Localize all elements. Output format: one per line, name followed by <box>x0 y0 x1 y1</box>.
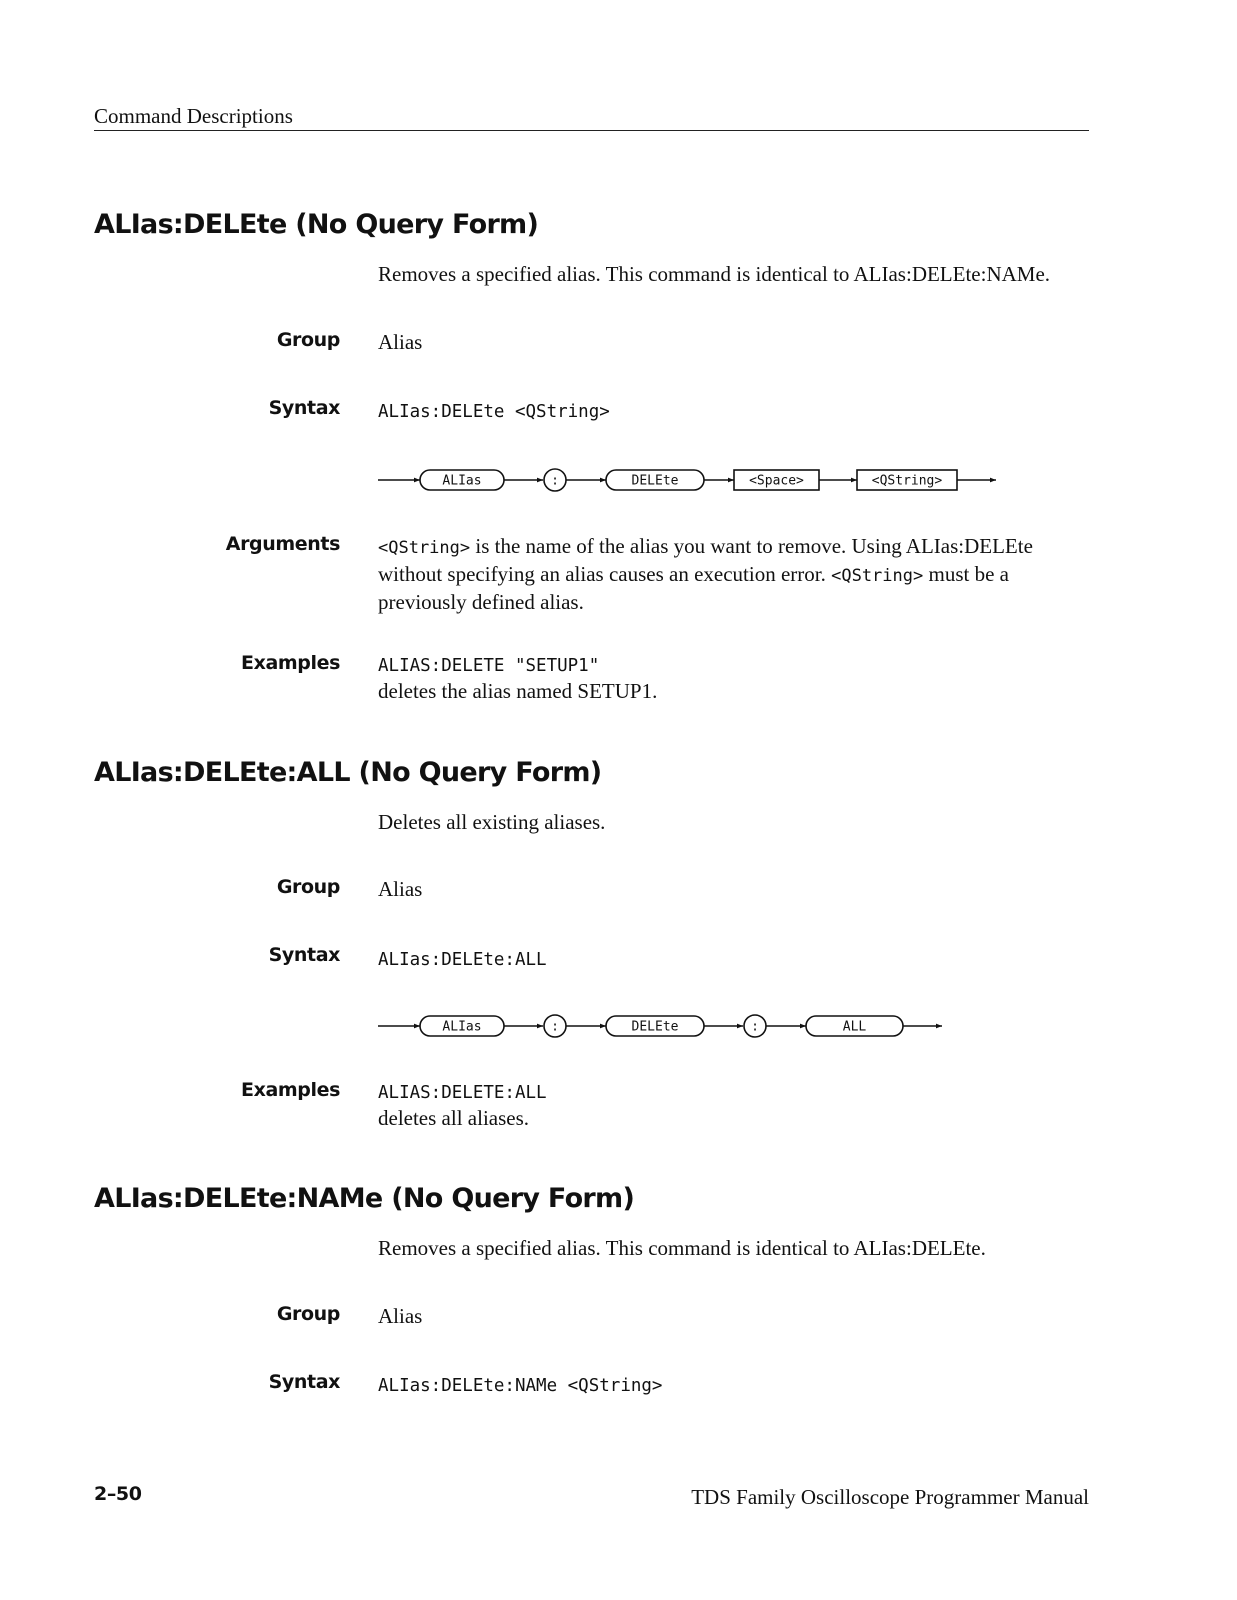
syntax-diagram <box>370 1010 1010 1044</box>
example-description: deletes the alias named SETUP1. <box>378 679 658 703</box>
group-label: Group <box>276 1303 340 1325</box>
argument-text: must be a previously defined alias. <box>378 562 1009 614</box>
section-description: Removes a specified alias. This command is identical to ALIas:DELEte. <box>378 1236 986 1260</box>
syntax-code: ALIas:DELEte:NAMe <QString> <box>378 1376 663 1396</box>
syntax-label: Syntax <box>268 944 340 966</box>
argument-text: is the name of the alias you want to remove. Using ALIas:DELEte without specifying an alias causes an execution error. <box>378 534 1033 586</box>
page-number: 2–50 <box>94 1483 142 1505</box>
group-value: Alias <box>378 1304 423 1328</box>
argument-token: <QString> <box>378 538 471 558</box>
example-code: ALIAS:DELETE:ALL <box>378 1083 547 1103</box>
example-code: ALIAS:DELETE "SETUP1" <box>378 656 600 676</box>
diagram-label: : <box>551 1019 559 1035</box>
diagram-label: DELEte <box>631 473 679 489</box>
diagram-label: ALL <box>842 1019 867 1035</box>
section-description: Deletes all existing aliases. <box>378 810 606 834</box>
group-value: Alias <box>378 330 423 354</box>
diagram-label: DELEte <box>631 1019 679 1035</box>
diagram-label: : <box>551 473 559 489</box>
section-title-alias-delete-name: ALIas:DELEte:NAMe (No Query Form) <box>94 1183 635 1214</box>
diagram-label: ALIas <box>442 1019 482 1035</box>
diagram-label: <QString> <box>871 473 943 489</box>
diagram-label: <Space> <box>749 473 804 489</box>
syntax-diagram <box>370 464 1010 498</box>
group-label: Group <box>276 876 340 898</box>
arguments-text <box>378 533 1078 615</box>
group-label: Group <box>276 329 340 351</box>
group-value: Alias <box>378 877 423 901</box>
section-title-alias-delete: ALIas:DELEte (No Query Form) <box>94 209 539 240</box>
syntax-code: ALIas:DELEte:ALL <box>378 950 547 970</box>
section-description: Removes a specified alias. This command is identical to ALIas:DELEte:NAMe. <box>378 262 1051 286</box>
manual-title: TDS Family Oscilloscope Programmer Manual <box>691 1485 1089 1509</box>
syntax-code: ALIas:DELEte <QString> <box>378 402 610 422</box>
diagram-label: : <box>751 1019 759 1035</box>
section-title-alias-delete-all: ALIas:DELEte:ALL (No Query Form) <box>94 757 602 788</box>
header-rule <box>94 130 1089 131</box>
arguments-label: Arguments <box>225 533 340 555</box>
example-description: deletes all aliases. <box>378 1106 530 1130</box>
running-head: Command Descriptions <box>94 104 293 128</box>
diagram-label: ALIas <box>442 473 482 489</box>
syntax-label: Syntax <box>268 397 340 419</box>
syntax-label: Syntax <box>268 1371 340 1393</box>
examples-label: Examples <box>241 652 340 674</box>
examples-label: Examples <box>241 1079 340 1101</box>
argument-token: <QString> <box>831 566 924 586</box>
